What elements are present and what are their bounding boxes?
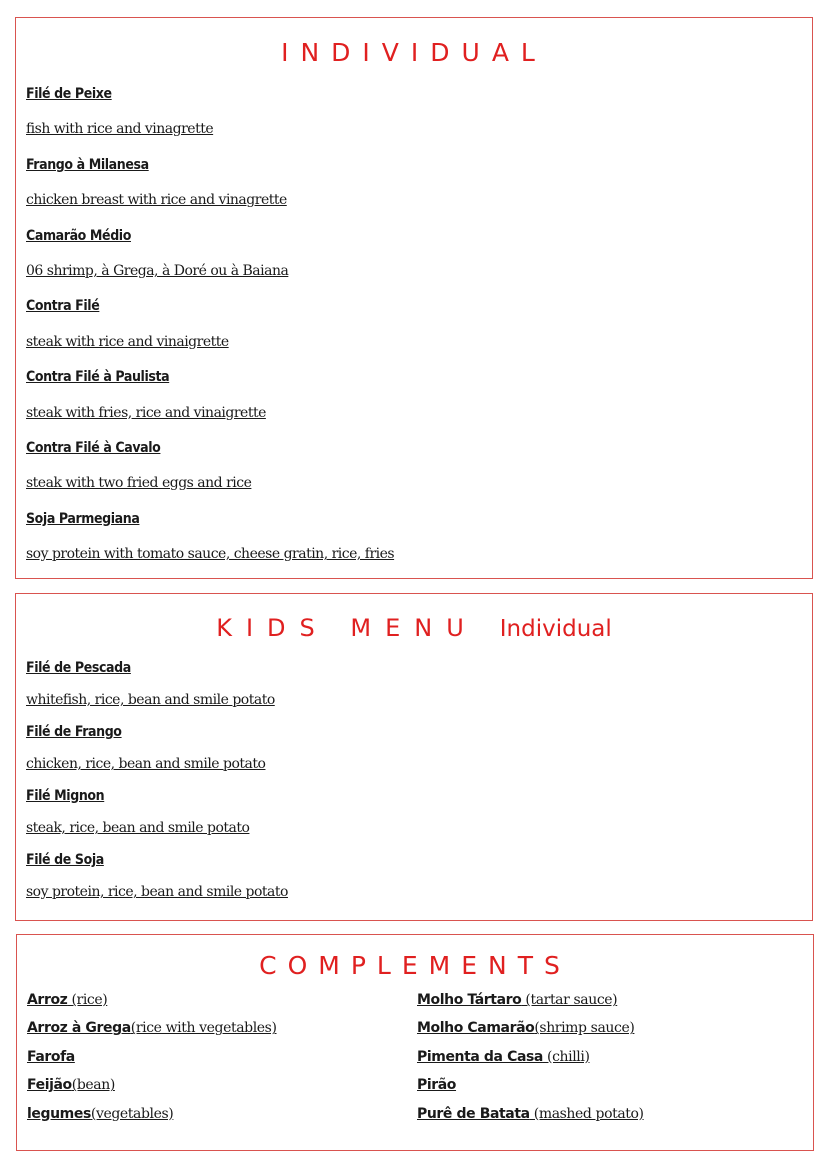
menu-item bbox=[26, 226, 394, 261]
menu-item bbox=[26, 786, 288, 818]
menu-item-name: Contra Filé à Cavalo bbox=[26, 439, 161, 456]
complement-desc: (rice) bbox=[67, 992, 108, 1008]
menu-item bbox=[26, 367, 394, 402]
complements-left-column bbox=[27, 990, 277, 1132]
kids-menu-title: KIDS MENU bbox=[216, 614, 478, 642]
complement-name: Purê de Batata bbox=[417, 1105, 530, 1122]
complement-name: Pimenta da Casa bbox=[417, 1048, 543, 1065]
complement-desc: (rice with vegetables) bbox=[130, 1020, 277, 1037]
menu-item-desc: steak with two fried eggs and rice bbox=[26, 475, 252, 492]
menu-item-name: Filé de Frango bbox=[26, 724, 122, 740]
individual-section bbox=[15, 17, 813, 579]
menu-item-desc: whitefish, rice, bean and smile potato bbox=[26, 692, 275, 708]
complement-name: Farofa bbox=[27, 1048, 75, 1065]
menu-item bbox=[26, 509, 394, 544]
complement-desc: (vegetables) bbox=[90, 1105, 174, 1122]
menu-item-desc: chicken, rice, bean and smile potato bbox=[26, 756, 266, 772]
section-title-individual: INDIVIDUAL bbox=[281, 38, 547, 67]
menu-item-description bbox=[26, 818, 288, 850]
complement-desc: (mashed potato) bbox=[529, 1105, 644, 1122]
menu-item-name: Contra Filé bbox=[26, 298, 100, 315]
menu-item-description bbox=[26, 190, 394, 225]
menu-item-description bbox=[26, 882, 288, 914]
menu-item-desc: soy protein with tomato sauce, cheese gratin, rice, fries bbox=[26, 546, 395, 563]
complement-item bbox=[417, 990, 644, 1018]
complement-name: Molho Camarão bbox=[417, 1020, 535, 1037]
section-title-complements: COMPLEMENTS bbox=[259, 951, 571, 980]
menu-item bbox=[26, 722, 288, 754]
menu-item-name: Filé Mignon bbox=[26, 788, 105, 804]
menu-item-description bbox=[26, 754, 288, 786]
menu-item-name: Soja Parmegiana bbox=[26, 510, 140, 527]
menu-item-desc: chicken breast with rice and vinagrette bbox=[26, 192, 287, 209]
menu-item-desc: steak, rice, bean and smile potato bbox=[26, 820, 250, 836]
kids-menu-title-tail: Individual bbox=[499, 616, 612, 642]
complement-name: Arroz bbox=[27, 992, 68, 1008]
menu-item bbox=[26, 850, 288, 882]
individual-menu-list bbox=[26, 84, 394, 579]
menu-item-name: Contra Filé à Paulista bbox=[26, 369, 170, 386]
complement-name: Pirão bbox=[417, 1077, 457, 1094]
menu-item-desc: soy protein, rice, bean and smile potato bbox=[26, 884, 288, 900]
menu-item-name: Filé de Soja bbox=[26, 852, 104, 868]
menu-item-description bbox=[26, 119, 394, 154]
complement-name: Feijão bbox=[27, 1077, 72, 1094]
complements-section bbox=[16, 934, 814, 1151]
complement-name: legumes bbox=[27, 1105, 91, 1122]
menu-item-description bbox=[26, 544, 394, 579]
complement-desc: (shrimp sauce) bbox=[534, 1020, 635, 1037]
section-title-kids bbox=[16, 614, 812, 642]
menu-item-name: Frango à Milanesa bbox=[26, 156, 149, 173]
menu-item-desc: fish with rice and vinagrette bbox=[26, 121, 214, 138]
menu-item-description bbox=[26, 473, 394, 508]
menu-item-description bbox=[26, 332, 394, 367]
complement-item bbox=[417, 1047, 644, 1075]
complement-name: Arroz à Grega bbox=[27, 1020, 131, 1037]
menu-item-name: Filé de Peixe bbox=[26, 86, 112, 102]
complement-item bbox=[417, 1104, 644, 1132]
complement-item bbox=[27, 1047, 277, 1075]
complement-item bbox=[417, 1018, 644, 1046]
complement-name: Molho Tártaro bbox=[417, 992, 522, 1008]
menu-item-name: Filé de Pescada bbox=[26, 660, 131, 676]
complement-item bbox=[27, 1018, 277, 1046]
menu-item-desc: 06 shrimp, à Grega, à Doré ou à Baiana bbox=[26, 262, 289, 279]
kids-menu-list bbox=[26, 658, 288, 914]
menu-item-description bbox=[26, 403, 394, 438]
menu-item-desc: steak with rice and vinaigrette bbox=[26, 333, 229, 350]
complement-item bbox=[27, 990, 277, 1018]
complement-item bbox=[27, 1075, 277, 1103]
complements-right-column bbox=[417, 990, 644, 1132]
menu-item-desc: steak with fries, rice and vinaigrette bbox=[26, 404, 266, 421]
menu-item-description bbox=[26, 690, 288, 722]
menu-item-name: Camarão Médio bbox=[26, 227, 131, 244]
complement-item bbox=[417, 1075, 644, 1103]
menu-item bbox=[26, 438, 394, 473]
complement-desc: (tartar sauce) bbox=[521, 992, 618, 1008]
complement-desc: (bean) bbox=[71, 1077, 115, 1094]
menu-item-description bbox=[26, 261, 394, 296]
menu-item bbox=[26, 658, 288, 690]
menu-item bbox=[26, 296, 394, 331]
complement-desc: (chilli) bbox=[542, 1048, 590, 1065]
kids-menu-section bbox=[15, 593, 813, 921]
menu-item bbox=[26, 155, 394, 190]
menu-item bbox=[26, 84, 394, 119]
complement-item bbox=[27, 1104, 277, 1132]
